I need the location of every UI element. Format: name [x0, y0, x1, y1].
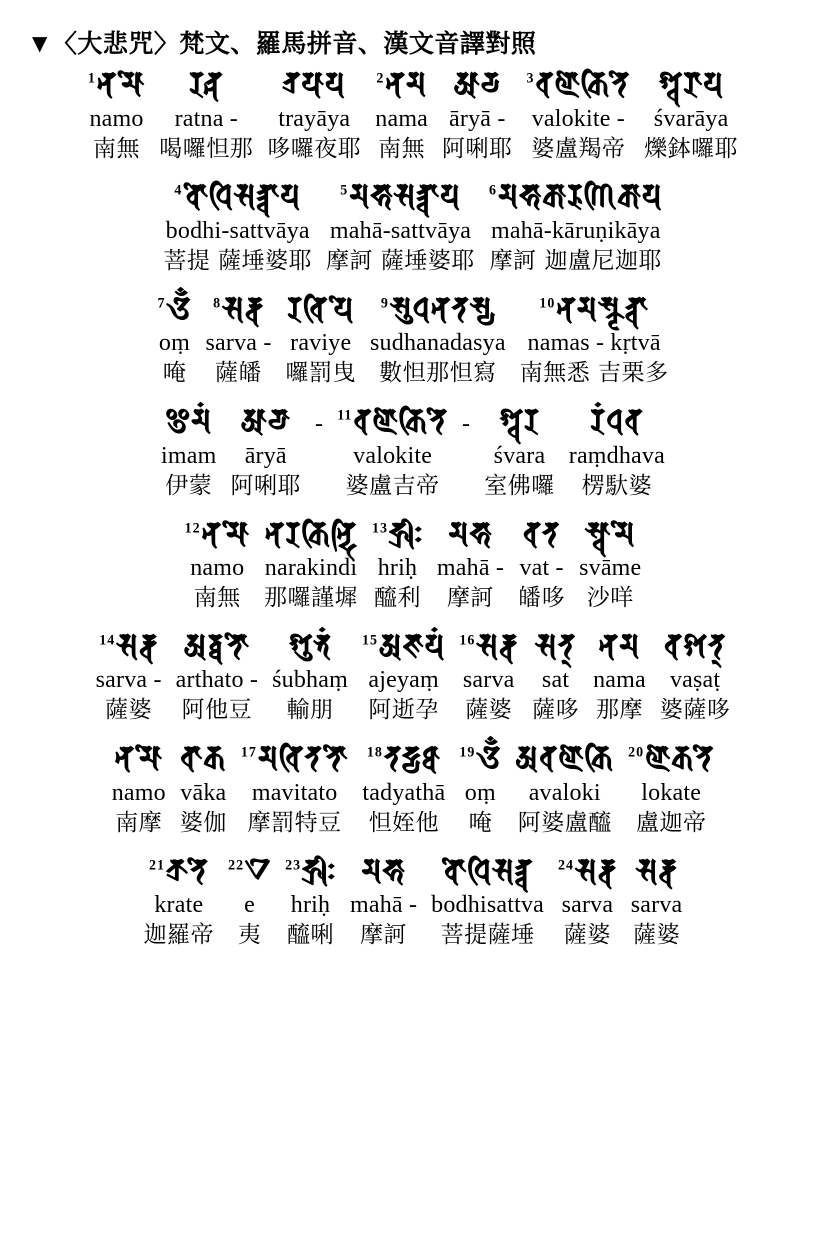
siddham-glyphs: 𑖨𑖽𑖠𑖪 [590, 402, 644, 441]
romanized-text: raṃdhava [568, 442, 665, 469]
siddham-script [535, 627, 577, 666]
siddham-glyphs: 𑖫𑖿𑖪𑖨 [499, 402, 540, 441]
siddham-glyphs: 𑖦𑖮𑖯𑖎𑖯𑖨𑖲𑖜𑖰𑖎𑖯𑖧 [497, 177, 663, 216]
romanized-text: śubhaṃ [272, 667, 348, 694]
mantra-entry [315, 407, 323, 440]
chinese-transliteration: 醯唎 [287, 922, 335, 949]
romanized-text: ratna - [174, 105, 238, 132]
romanized-text: svāme [579, 555, 642, 582]
romanized-text: mahā-sattvāya [329, 217, 472, 244]
mantra-block [14, 177, 812, 276]
romanized-text: imam [161, 442, 217, 469]
siddham-glyphs: 𑖮𑖿𑖨𑖱𑖾 [389, 514, 423, 553]
chinese-transliteration: 南無悉 吉栗多 [519, 360, 669, 387]
siddham-glyphs: 𑖨𑖝𑖿𑖡 [189, 65, 224, 104]
romanized-text: sat [541, 667, 570, 694]
siddham-script [361, 627, 446, 666]
siddham-script [337, 402, 449, 441]
mantra-entry [163, 177, 313, 276]
mantra-entry [436, 514, 505, 614]
siddham-script [590, 402, 644, 441]
chinese-transliteration: 婆伽 [179, 809, 227, 836]
siddham-script [499, 402, 540, 441]
chinese-transliteration: 阿唎耶 [442, 135, 513, 162]
chinese-transliteration: 室佛囉 [484, 472, 555, 499]
entry-number: 24 [558, 857, 575, 874]
siddham-script [149, 854, 209, 888]
mantra-entry [431, 852, 545, 951]
chinese-transliteration: 薩婆 [465, 697, 513, 724]
romanized-text: śvarāya [653, 105, 729, 132]
chinese-transliteration: 唵 [468, 809, 493, 836]
siddham-glyphs: 𑖁𑖨𑖿𑖧𑖯 [240, 402, 291, 441]
chinese-transliteration: 薩婆 [563, 922, 611, 949]
mantra-entry [593, 627, 646, 726]
siddham-script [165, 402, 213, 441]
siddham-script [448, 514, 493, 553]
siddham-script [488, 177, 663, 216]
siddham-script [372, 514, 423, 553]
siddham-glyphs: 𑖀𑖨𑖿𑖞𑖝𑖺 [183, 627, 250, 666]
chinese-transliteration: 南無 [378, 135, 426, 162]
siddham-glyphs: 𑖪𑖝 [522, 514, 561, 553]
mantra-entry [558, 852, 617, 951]
siddham-script [598, 627, 641, 666]
siddham-glyphs: 𑖦𑖮𑖯 [361, 852, 406, 890]
chinese-transliteration: 阿逝孕 [368, 697, 439, 724]
siddham-glyphs: 𑖝𑖿𑖨𑖧𑖯𑖧 [282, 65, 346, 104]
chinese-transliteration: 菩提薩埵 [440, 922, 535, 949]
siddham-script [87, 65, 146, 104]
siddham-script [658, 65, 724, 104]
siddham-script [184, 514, 250, 553]
chinese-transliteration: 沙咩 [586, 585, 634, 612]
chinese-transliteration: 薩婆 [105, 697, 153, 724]
siddham-script [180, 739, 227, 778]
entry-number: 9 [380, 295, 389, 312]
romanized-text: hriḥ [377, 555, 418, 582]
entry-number: 2 [376, 70, 385, 87]
siddham-glyphs: 𑖪𑖫𑖝𑖿 [664, 627, 727, 666]
mantra-entry [362, 739, 446, 838]
siddham-glyphs: 𑖡𑖦𑖺 [96, 65, 146, 104]
siddham-script [558, 854, 617, 888]
siddham-script [584, 514, 636, 553]
mantra-entry [95, 627, 162, 726]
mantra-block [14, 514, 812, 614]
mantra-entry [230, 402, 302, 501]
siddham-glyphs: 𑖁𑖨𑖿𑖧 [453, 65, 501, 104]
mantra-row [14, 177, 812, 276]
mantra-entry [326, 177, 475, 276]
mantra-row [14, 402, 812, 501]
siddham-script [515, 739, 615, 778]
siddham-script [381, 292, 495, 326]
mantra-entry [532, 627, 580, 726]
mantra-entry [111, 739, 166, 838]
romanized-text: oṃ [464, 779, 496, 806]
siddham-glyphs: 𑖡𑖦𑖺 [201, 514, 250, 553]
romanized-text: tadyathā [362, 779, 446, 806]
siddham-glyphs: 𑖮𑖿𑖨𑖱𑖾 [302, 852, 336, 890]
siddham-script [340, 177, 461, 216]
chinese-transliteration: 摩訶 薩埵婆耶 [326, 247, 475, 274]
mantra-block [14, 739, 812, 838]
siddham-glyphs: 𑖫𑖲𑖥𑖽 [288, 627, 332, 666]
entry-number: 10 [539, 295, 556, 312]
chinese-transliteration: 摩訶 [447, 585, 494, 612]
siddham-glyphs: 𑖭𑖨𑖿𑖪 [476, 627, 519, 666]
romanized-text: namas - kṛtvā [527, 330, 661, 357]
siddham-script [157, 292, 191, 326]
entry-number: 11 [337, 407, 353, 425]
chinese-transliteration: 哆囉夜耶 [267, 135, 362, 162]
mantra-entry [630, 852, 683, 951]
chinese-transliteration: 喝囉怛那 [159, 135, 254, 162]
mantra-entry [157, 290, 192, 389]
page-title [32, 24, 812, 60]
entry-number: 18 [366, 745, 383, 762]
romanized-text: sarva - [95, 667, 162, 694]
mantra-entry [519, 290, 669, 389]
mantra-entry [337, 402, 449, 501]
siddham-script [664, 627, 727, 666]
romanized-text: - [462, 411, 471, 438]
siddham-script [228, 854, 271, 888]
mantra-block [14, 852, 812, 951]
romanized-text: valokite - [531, 105, 625, 132]
romanized-text: raviye [290, 330, 352, 357]
mantra-entry [526, 65, 631, 164]
chinese-transliteration: 南無 [193, 585, 241, 612]
romanized-text: oṃ [158, 330, 190, 357]
mantra-entry [240, 739, 349, 838]
mantra-entry [175, 627, 259, 726]
entry-number: 20 [628, 745, 645, 762]
siddham-glyphs: 𑖭𑖝𑖿 [535, 627, 577, 666]
romanized-text: namo [89, 105, 144, 132]
siddham-script [282, 65, 346, 104]
siddham-script [264, 514, 358, 553]
entry-number: 14 [99, 632, 116, 649]
romanized-text: śvara [493, 442, 546, 469]
mantra-entry [285, 290, 357, 389]
mantra-block [14, 402, 812, 501]
entry-number: 23 [285, 857, 302, 874]
romanized-text: mahā-kāruṇikāya [491, 217, 661, 244]
siddham-glyphs: 𑖡𑖦𑖭𑖿𑖎𑖴𑖝𑖿𑖪𑖯 [556, 290, 649, 328]
romanized-text: sarva [462, 667, 515, 694]
siddham-glyphs: 𑖭𑖨𑖿𑖪 [222, 290, 264, 328]
chinese-transliteration: 阿婆盧醯 [517, 809, 612, 836]
siddham-glyphs: 𑖡𑖨𑖎𑖰𑖡𑖿𑖟𑖰 [264, 514, 358, 553]
romanized-text: arthato - [175, 667, 259, 694]
siddham-glyphs: 𑖭𑖿𑖪𑖯𑖦𑖸 [584, 514, 636, 553]
mantra-entry [375, 65, 429, 164]
siddham-glyphs: 𑖫𑖿𑖪𑖨𑖯𑖧 [658, 65, 724, 104]
mantra-entry [515, 739, 615, 838]
siddham-glyphs: 𑖎𑖿𑖨𑖝𑖸 [165, 852, 209, 890]
siddham-script [453, 65, 501, 104]
siddham-script [213, 292, 264, 326]
chinese-transliteration: 皤哆 [518, 585, 566, 612]
chinese-transliteration: 阿他豆 [181, 697, 253, 724]
romanized-text: sarva [630, 892, 683, 919]
siddham-glyphs: 𑖂𑖦𑖽 [165, 402, 213, 441]
romanized-text: valokite [353, 442, 433, 469]
romanized-text: avaloki [528, 779, 601, 806]
siddham-script [288, 627, 332, 666]
siddham-glyphs: 𑖪𑖩𑖺𑖎𑖰𑖝𑖸 [535, 65, 631, 104]
siddham-script [376, 65, 427, 104]
romanized-text: āryā - [449, 105, 506, 132]
romanized-text: lokate [641, 779, 702, 806]
mantra-entry [228, 852, 272, 951]
mantra-row [14, 290, 812, 389]
siddham-script [522, 514, 561, 553]
entry-number: 15 [361, 632, 378, 649]
mantra-row [14, 627, 812, 726]
entry-number: 12 [184, 520, 201, 537]
entry-number: 3 [526, 70, 535, 87]
chinese-transliteration: 數怛那怛寫 [379, 360, 497, 387]
mantra-entry [644, 65, 739, 164]
chinese-transliteration: 南無 [93, 135, 141, 162]
mantra-entry [579, 514, 642, 614]
entry-number: 4 [174, 183, 183, 200]
mantra-row [14, 739, 812, 838]
siddham-script [526, 65, 631, 104]
romanized-text: nama [375, 105, 429, 132]
siddham-glyphs: 𑖦𑖪𑖰𑖝𑖝𑖺 [257, 739, 349, 778]
chinese-transliteration: 摩訶 [360, 922, 408, 949]
siddham-script [240, 739, 349, 778]
chinese-transliteration: 南摩 [115, 809, 163, 836]
siddham-script [189, 65, 224, 104]
mantra-entry [159, 65, 254, 164]
siddham-script [539, 292, 649, 326]
entry-number: 21 [148, 857, 165, 874]
romanized-text: āryā [244, 442, 287, 469]
chinese-transliteration: 囉罰曳 [285, 360, 357, 387]
chinese-transliteration: 怛姪他 [368, 809, 440, 836]
siddham-script [240, 402, 291, 441]
entry-number: 16 [459, 632, 476, 649]
siddham-script [183, 627, 250, 666]
romanized-text: namo [190, 555, 245, 582]
mantra-block [14, 627, 812, 726]
mantra-entry [272, 627, 348, 726]
entry-number: 8 [213, 295, 222, 312]
romanized-text: namo [111, 779, 166, 806]
siddham-glyphs: 𑖡𑖦𑖺 [114, 739, 163, 778]
siddham-glyphs: 𑖤𑖺𑖠𑖰𑖭𑖝𑖿𑖝𑖿𑖪𑖯𑖧 [183, 177, 302, 216]
siddham-script [285, 854, 336, 888]
siddham-script [459, 627, 519, 666]
mantra-entry [361, 627, 446, 726]
mantra-entry [484, 402, 555, 501]
chinese-transliteration: 阿唎耶 [230, 472, 301, 499]
siddham-glyphs: 𑖭𑖲𑖠𑖡𑖝𑖭𑖿𑖧 [389, 290, 495, 328]
siddham-script [174, 177, 302, 216]
mantra-row [14, 514, 812, 614]
siddham-script [99, 627, 159, 666]
siddham-script [366, 739, 441, 778]
siddham-script [114, 739, 163, 778]
mantra-entry [184, 514, 250, 614]
mantra-entry [267, 65, 362, 164]
mantra-block [14, 290, 812, 389]
romanized-text: bodhi-sattvāya [165, 217, 310, 244]
chinese-transliteration: 薩皤 [215, 360, 262, 387]
chinese-transliteration: 那囉謹墀 [264, 585, 358, 612]
romanized-text: sudhanadasya [370, 330, 506, 357]
entry-number: 5 [340, 183, 349, 200]
siddham-glyphs: 𑖌𑖼 [166, 290, 192, 328]
chinese-transliteration: 楞馱婆 [581, 472, 653, 499]
mantra-entry [459, 627, 519, 726]
mantra-entry [143, 852, 215, 951]
siddham-glyphs: 𑖪𑖯𑖎 [180, 739, 227, 778]
siddham-glyphs: 𑖀𑖕𑖧𑖽 [378, 627, 446, 666]
chinese-transliteration: 摩訶 迦盧尼迦耶 [489, 247, 662, 274]
chinese-transliteration: 爍鉢囉耶 [644, 135, 739, 162]
chinese-transliteration: 摩罰特豆 [247, 809, 342, 836]
chinese-transliteration: 菩提 薩埵婆耶 [163, 247, 313, 274]
chinese-transliteration: 婆盧羯帝 [531, 135, 626, 162]
siddham-glyphs: 𑖨𑖪𑖰𑖧𑖸 [287, 290, 355, 328]
mantra-entry [372, 514, 423, 614]
romanized-text: narakindi [264, 555, 358, 582]
siddham-glyphs: 𑖌𑖼 [476, 739, 502, 778]
siddham-glyphs: 𑖤𑖺𑖠𑖰𑖭𑖝𑖿𑖝𑖿𑖪 [441, 852, 534, 890]
siddham-glyphs: 𑖡𑖦 [385, 65, 427, 104]
chinese-transliteration: 薩婆 [633, 922, 681, 949]
mantra-row [14, 65, 812, 164]
siddham-glyphs: 𑖪𑖩𑖺𑖎𑖰𑖝𑖸 [353, 402, 449, 441]
chinese-transliteration: 夷 [237, 922, 262, 949]
mantra-row [14, 852, 812, 951]
entry-number: 13 [372, 520, 388, 537]
mantra-entry [264, 514, 358, 614]
chinese-transliteration: 婆薩哆 [659, 697, 731, 724]
mantra-content [14, 65, 812, 951]
romanized-text: mahā - [349, 892, 418, 919]
entry-number: 19 [459, 745, 476, 762]
mantra-entry [568, 402, 665, 501]
chinese-transliteration: 伊蒙 [165, 472, 213, 499]
siddham-script [459, 739, 502, 778]
romanized-text: trayāya [278, 105, 351, 132]
romanized-text: sarva [561, 892, 614, 919]
mantra-entry [462, 407, 470, 440]
siddham-glyphs: 𑖭𑖨𑖿𑖪 [635, 852, 678, 890]
siddham-script [361, 854, 405, 888]
siddham-glyphs: 𑖀𑖪𑖩𑖺𑖎𑖰 [515, 739, 615, 778]
entry-number: 6 [488, 183, 497, 200]
chinese-transliteration: 盧迦帝 [635, 809, 707, 836]
romanized-text: vāka [180, 779, 227, 806]
chinese-transliteration: 薩哆 [532, 697, 580, 724]
mantra-entry [285, 852, 336, 951]
romanized-text: hriḥ [290, 892, 331, 919]
romanized-text: - [315, 411, 324, 438]
siddham-glyphs: 𑖭𑖨𑖿𑖪 [116, 627, 159, 666]
siddham-glyphs: 𑖝𑖟𑖿𑖧𑖞𑖯 [383, 739, 441, 778]
entry-number: 17 [240, 745, 257, 762]
mantra-entry [628, 739, 715, 838]
romanized-text: mahā - [436, 555, 505, 582]
mantra-entry [179, 739, 227, 838]
entry-number: 1 [87, 70, 96, 87]
mantra-entry [349, 852, 418, 951]
page-title-text: 〈大悲咒〉梵文、羅馬拼音、漢文音譯對照 [51, 29, 537, 58]
chinese-transliteration: 那摩 [595, 697, 643, 724]
romanized-text: nama [593, 667, 646, 694]
mantra-entry [205, 290, 272, 389]
romanized-text: krate [154, 892, 204, 919]
mantra-entry [518, 514, 566, 614]
romanized-text: mavitato [251, 779, 338, 806]
entry-number: 22 [228, 857, 245, 874]
chinese-transliteration: 唵 [162, 360, 187, 387]
chinese-transliteration: 醯利 [373, 585, 421, 612]
romanized-text: e [244, 892, 255, 919]
romanized-text: vaṣaṭ [669, 667, 721, 694]
siddham-script [287, 292, 354, 326]
romanized-text: sarva - [205, 330, 272, 357]
siddham-glyphs: 𑖦𑖮𑖯 [448, 514, 493, 553]
siddham-glyphs: 𑖊 [245, 852, 272, 890]
chinese-transliteration: 婆盧吉帝 [345, 472, 440, 499]
siddham-script [636, 854, 678, 888]
mantra-entry [442, 65, 513, 164]
mantra-entry [370, 290, 506, 389]
triangle-marker-icon: ▼ [32, 31, 48, 55]
mantra-entry [659, 627, 731, 726]
siddham-script [442, 854, 534, 888]
chinese-transliteration: 輸朋 [286, 697, 334, 724]
mantra-entry [161, 402, 217, 501]
mantra-block [14, 65, 812, 164]
mantra-entry [87, 65, 146, 164]
chinese-transliteration: 迦羅帝 [143, 922, 215, 949]
mantra-entry [459, 739, 502, 838]
romanized-text: bodhisattva [431, 892, 545, 919]
mantra-entry [488, 177, 663, 276]
romanized-text: ajeyaṃ [368, 667, 439, 694]
siddham-script [628, 739, 715, 778]
siddham-glyphs: 𑖩𑖺𑖎𑖝𑖸 [645, 739, 715, 778]
siddham-glyphs: 𑖡𑖦 [598, 627, 641, 666]
romanized-text: vat - [519, 555, 564, 582]
siddham-glyphs: 𑖭𑖨𑖿𑖪 [575, 852, 617, 890]
siddham-glyphs: 𑖦𑖮𑖯𑖭𑖝𑖿𑖝𑖿𑖪𑖯𑖧 [349, 177, 461, 216]
entry-number: 7 [157, 295, 166, 312]
